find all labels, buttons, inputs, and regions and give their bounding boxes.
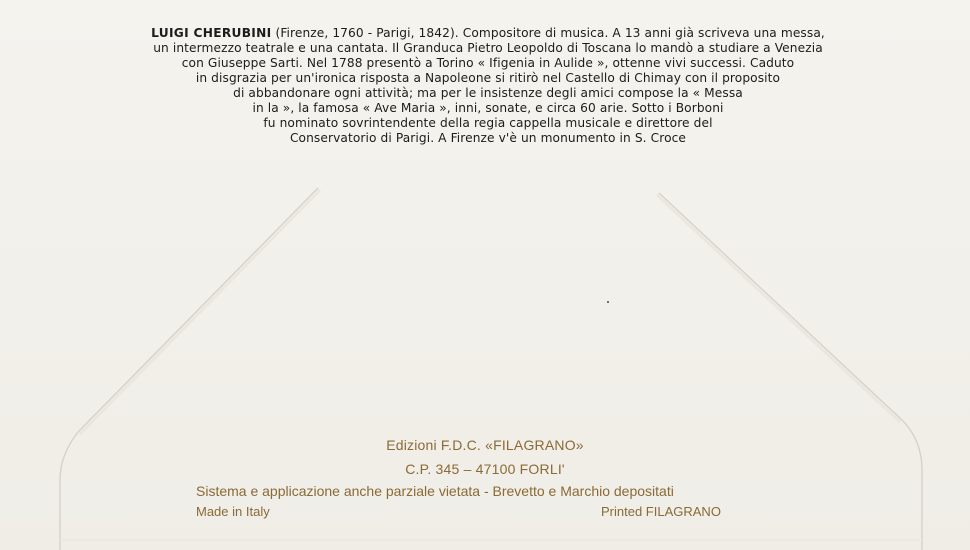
biography-line-6: in la », la famosa « Ave Maria », inni, sonate, e circa 60 arie. Sotto i Borboni (252, 101, 724, 115)
biography-text (108, 26, 868, 146)
biography-line-4: in disgrazia per un'ironica risposta a Napoleone si ritirò nel Castello di Chimay con il proposito (195, 71, 781, 85)
biography-line-1-text: (Firenze, 1760 - Parigi, 1842). Compositore di musica. A 13 anni già scriveva una messa, (271, 26, 825, 40)
biography-line-3: con Giuseppe Sarti. Nel 1788 presentò a Torino « Ifigenia in Aulide », ottenne vivi successi. Caduto (181, 56, 795, 70)
biography-line-7: fu nominato sovrintendente della regia cappella musicale e direttore del (263, 116, 713, 130)
composer-name: LUIGI CHERUBINI (151, 26, 272, 40)
patent-notice: Sistema e applicazione anche parziale vietata - Brevetto e Marchio depositati (196, 483, 674, 499)
biography-line-2: un intermezzo teatrale e una cantata. Il Granduca Pietro Leopoldo di Toscana lo mandò a studiare a Venezia (153, 41, 823, 55)
publisher-name: Edizioni F.D.C. «FILAGRANO» (386, 437, 584, 453)
printed-by-label: Printed FILAGRANO (601, 504, 721, 519)
biography-line-1 (108, 26, 868, 41)
made-in-label: Made in Italy (196, 504, 270, 519)
publisher-address: C.P. 345 – 47100 FORLI' (405, 461, 565, 477)
biography-line-8: Conservatorio di Parigi. A Firenze v'è un monumento in S. Croce (289, 131, 687, 145)
paper-speck (607, 301, 609, 303)
biography-line-5: di abbandonare ogni attività; ma per le insistenze degli amici compose la « Messa (233, 86, 743, 100)
